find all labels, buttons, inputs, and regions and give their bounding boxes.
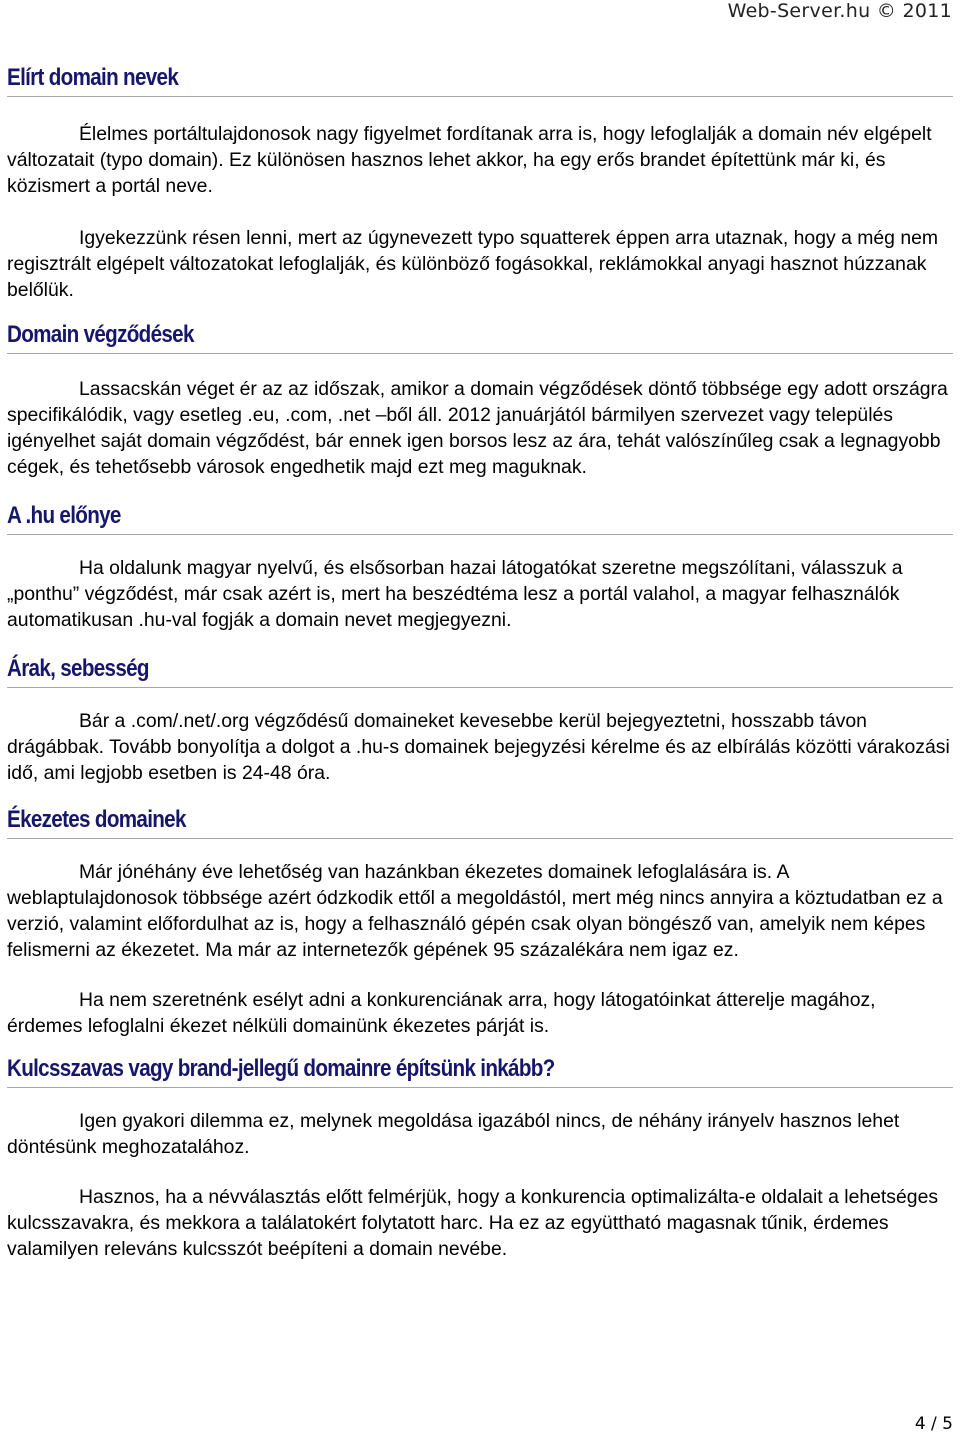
section-heading-hu-advantage: A .hu előnye <box>7 500 953 535</box>
paragraph: Hasznos, ha a névválasztás előtt felmérjük, hogy a konkurencia optimalizálta-e oldalait a lehetséges kulcsszavakra, és mekkora a találatokért folytatott harc. Ha ez az együttható magasnak tűnik, érdemes valamilyen releváns kulcsszót beépíteni a domain nevébe. <box>7 1186 939 1260</box>
paragraph: Igyekezzünk résen lenni, mert az úgynevezett typo squatterek éppen arra utaznak, hogy a még nem regisztrált elgépelt változatokat lefoglalják, és különböző fogásokkal, reklámokkal anyagi hasznot húzzanak belőlük. <box>7 227 939 301</box>
paragraph: Élelmes portáltulajdonosok nagy figyelmet fordítanak arra is, hogy lefoglalják a domain név elgépelt változatait (typo domain). Ez különösen hasznos lehet akkor, ha egy erős brandet építettünk már ki, és közismert a portál neve. <box>7 123 932 197</box>
section-heading-domain-endings: Domain végződések <box>7 319 953 354</box>
paragraph: Ha nem szeretnénk esélyt adni a konkurenciának arra, hogy látogatóinkat átterelje magához, érdemes lefoglalni ékezet nélküli domainünk ékezetes párját is. <box>7 989 876 1037</box>
document-body <box>7 62 953 1262</box>
section-heading-prices-speed: Árak, sebesség <box>7 653 953 688</box>
paragraph: Lassacskán véget ér az az időszak, amikor a domain végződések döntő többsége egy adott országra specifikálódik, vagy esetleg .eu, .com, .net –ből áll. 2012 januárjától bármilyen szervezet vagy település igényelhet saját domain végződést, bár ennek igen borsos lesz az ára, tehát valószínűleg csak a legnagyobb cégek, és tehetősebb városok engedhetik majd ezt meg maguknak. <box>7 378 948 478</box>
paragraph: Ha oldalunk magyar nyelvű, és elsősorban hazai látogatókat szeretne megszólítani, válasszuk a „ponthu” végződést, már csak azért is, mert ha beszédtéma lesz a portál valahol, a magyar felhasználók automatikusan .hu-val fogják a domain nevet megjegyezni. <box>7 557 903 631</box>
section-heading-keyword-vs-brand: Kulcsszavas vagy brand-jellegű domainre építsünk inkább? <box>7 1053 953 1088</box>
section-heading-typo-domains: Elírt domain nevek <box>7 62 953 97</box>
paragraph: Bár a .com/.net/.org végződésű domaineket kevesebbe kerül bejegyeztetni, hosszabb távon drágábbak. Tovább bonyolítja a dolgot a .hu-s domainek bejegyzési kérelme és az elbírálás közötti várakozási idő, ami legjobb esetben is 24-48 óra. <box>7 710 950 784</box>
paragraph: Már jónéhány éve lehetőség van hazánkban ékezetes domainek lefoglalására is. A weblaptulajdonosok többsége azért ódzkodik ettől a megoldástól, mert még nincs annyira a köztudatban ez a verzió, valamint előfordulhat az is, hogy a felhasználó gépén csak olyan böngésző van, amelyik nem képes felismerni az ékezetet. Ma már az internetezők gépének 95 százalékára nem igaz ez. <box>7 861 943 961</box>
page-number: 4 / 5 <box>914 1414 953 1434</box>
section-heading-accented-domains: Ékezetes domainek <box>7 804 953 839</box>
paragraph: Igen gyakori dilemma ez, melynek megoldása igazából nincs, de néhány irányelv hasznos lehet döntésünk meghozatalához. <box>7 1110 900 1158</box>
header-brand: Web-Server.hu © 2011 <box>727 0 952 22</box>
